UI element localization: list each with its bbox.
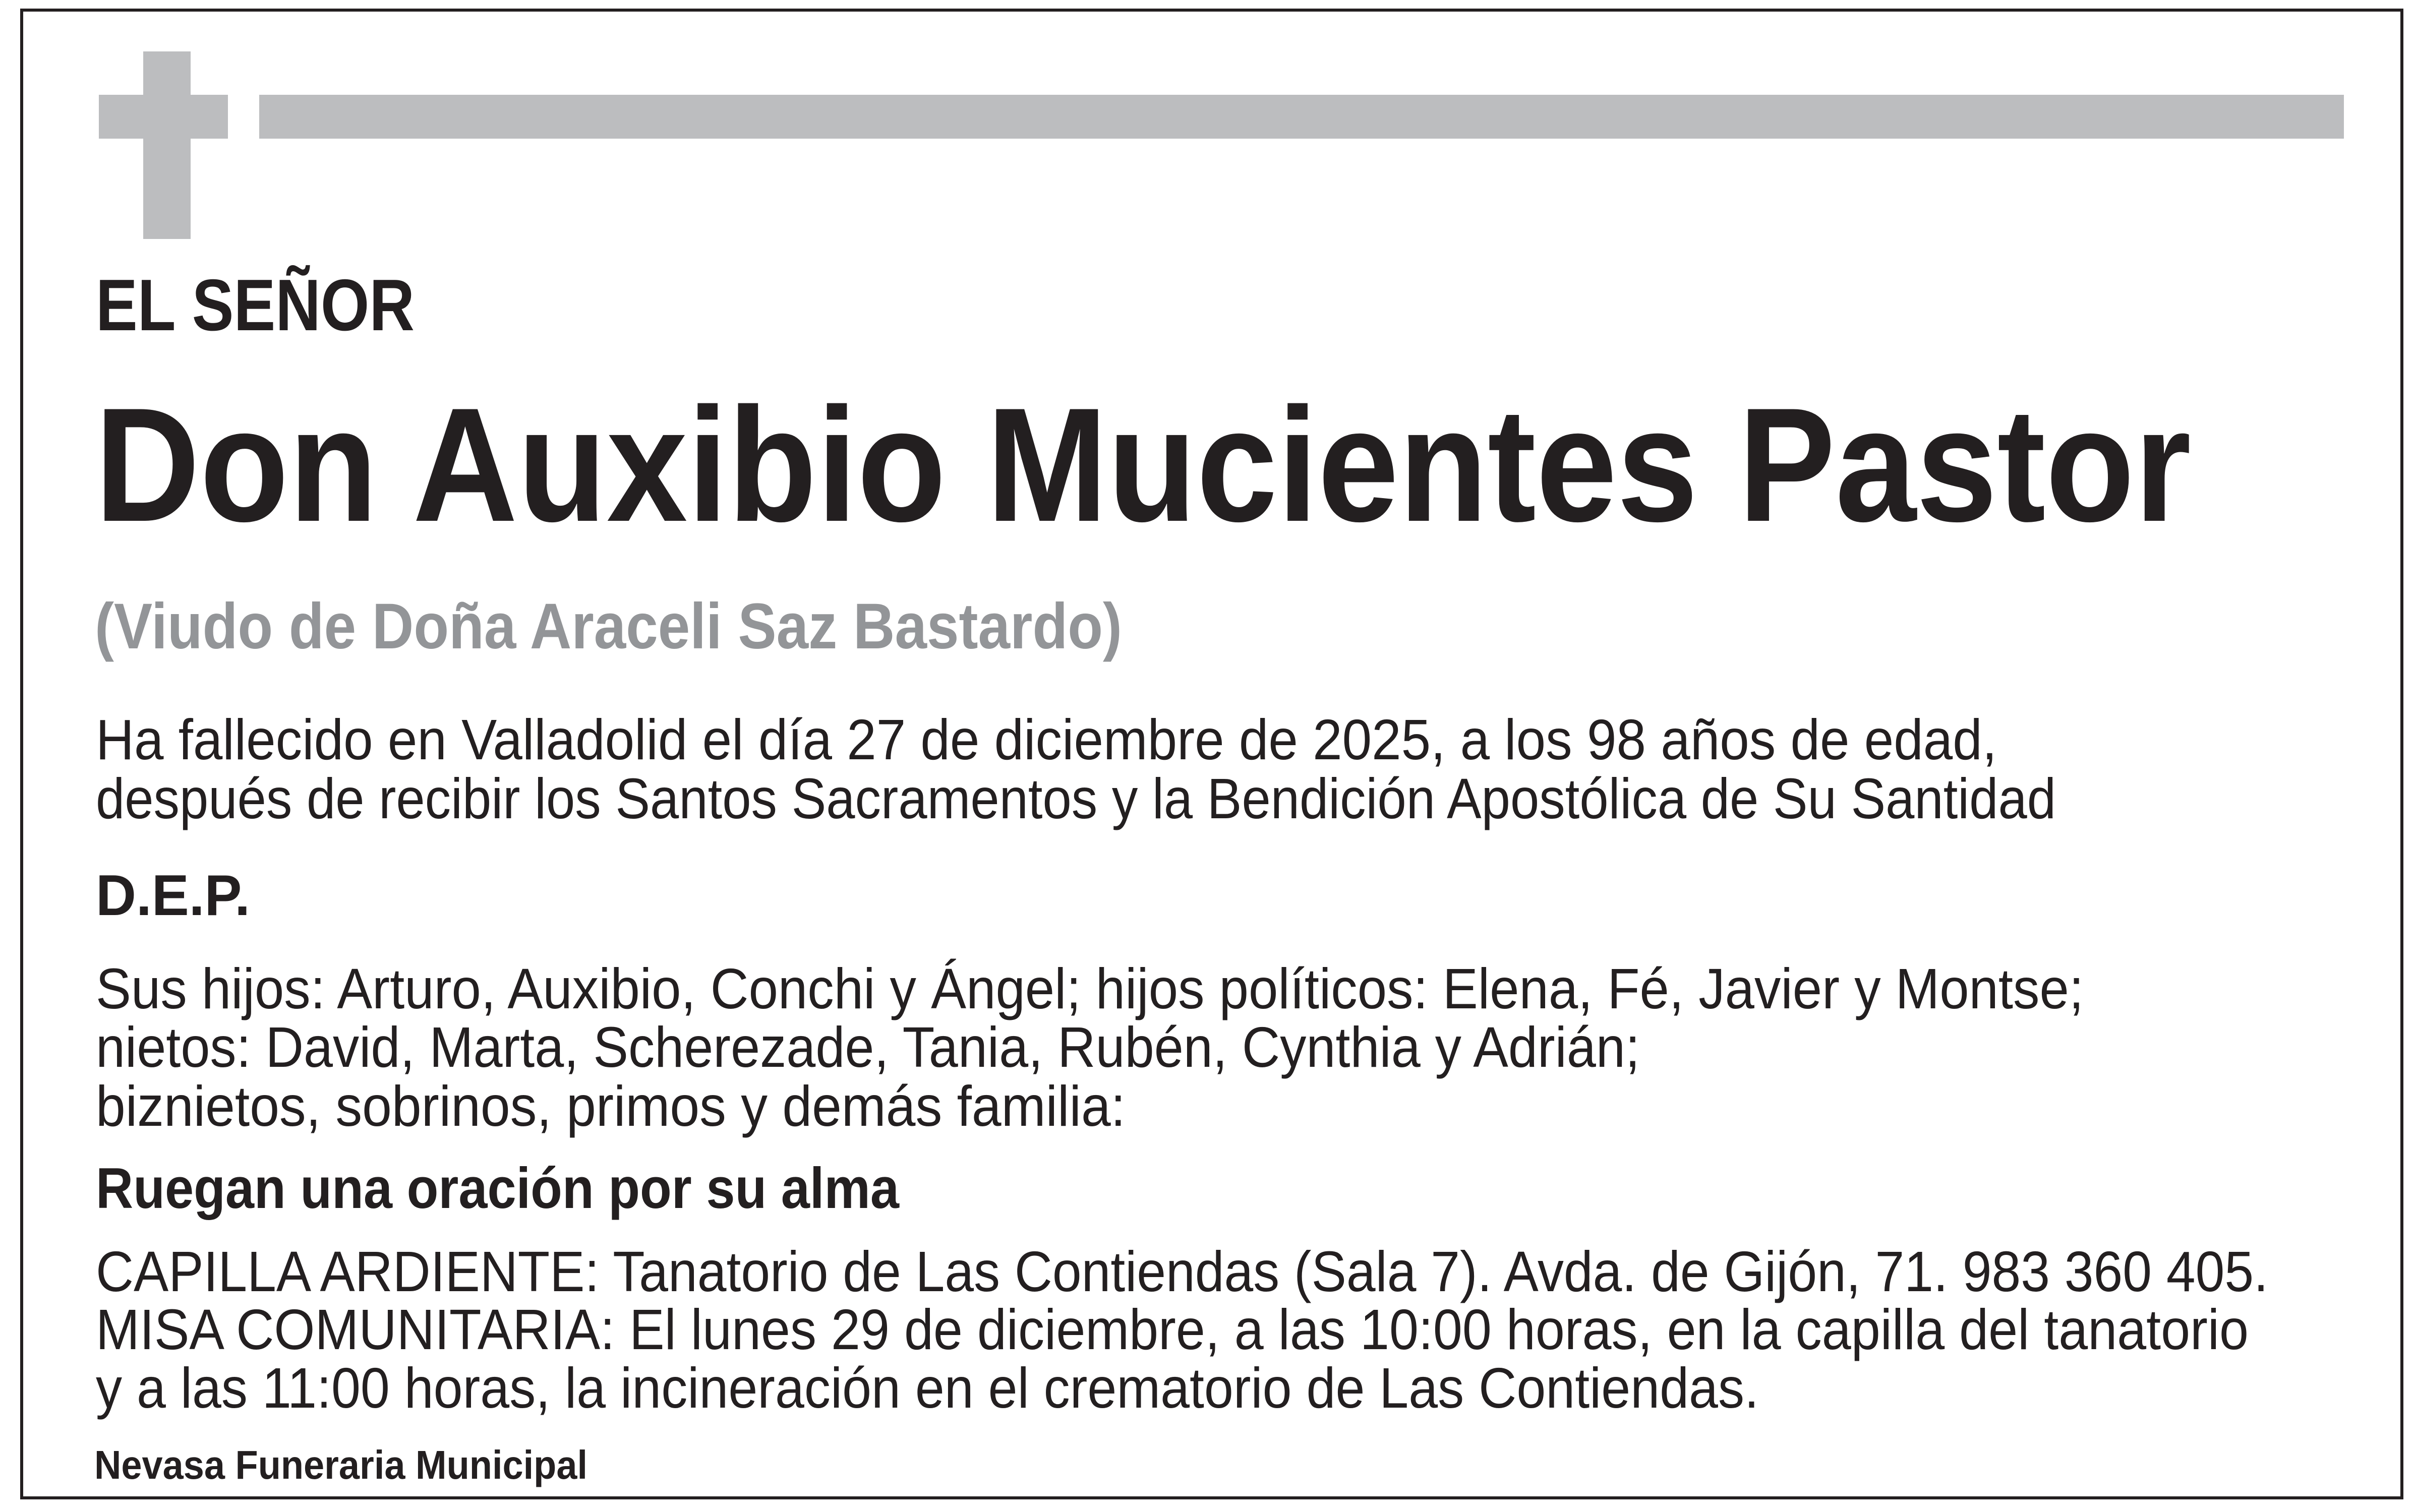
title-prefix: EL SEÑOR [96,264,415,346]
arrangements-line-1: CAPILLA ARDIENTE: Tanatorio de Las Contiendas (Sala 7). Avda. de Gijón, 71. 983 360 405. [96,1239,2268,1303]
family-line-1: Sus hijos: Arturo, Auxibio, Conchi y Ángel; hijos políticos: Elena, Fé, Javier y Montse; [96,956,2084,1020]
cross-icon-horizontal [99,95,228,139]
rip-label: D.E.P. [96,863,250,928]
family-line-2: nietos: David, Marta, Scherezade, Tania, Rubén, Cynthia y Adrián; [96,1015,1640,1079]
cross-icon-vertical [143,51,191,239]
death-info-line-2: después de recibir los Santos Sacramentos y la Bendición Apostólica de Su Santidad [96,766,2056,830]
spouse-note: (Viudo de Doña Araceli Saz Bastardo) [95,590,1122,663]
arrangements-line-3: y a las 11:00 horas, la incineración en el crematorio de Las Contiendas. [96,1356,1759,1420]
family-line-3: biznietos, sobrinos, primos y demás familia: [96,1074,1126,1138]
header-rule-bar [259,95,2344,139]
prayer-request: Ruegan una oración por su alma [96,1156,899,1221]
deceased-name: Don Auxibio Mucientes Pastor [95,374,2191,556]
funeral-home: Nevasa Funeraria Municipal [94,1442,587,1487]
death-info-line-1: Ha fallecido en Valladolid el día 27 de diciembre de 2025, a los 98 años de edad, [96,707,1997,771]
arrangements-line-2: MISA COMUNITARIA: El lunes 29 de diciembre, a las 10:00 horas, en la capilla del tanatorio [96,1297,2249,1361]
